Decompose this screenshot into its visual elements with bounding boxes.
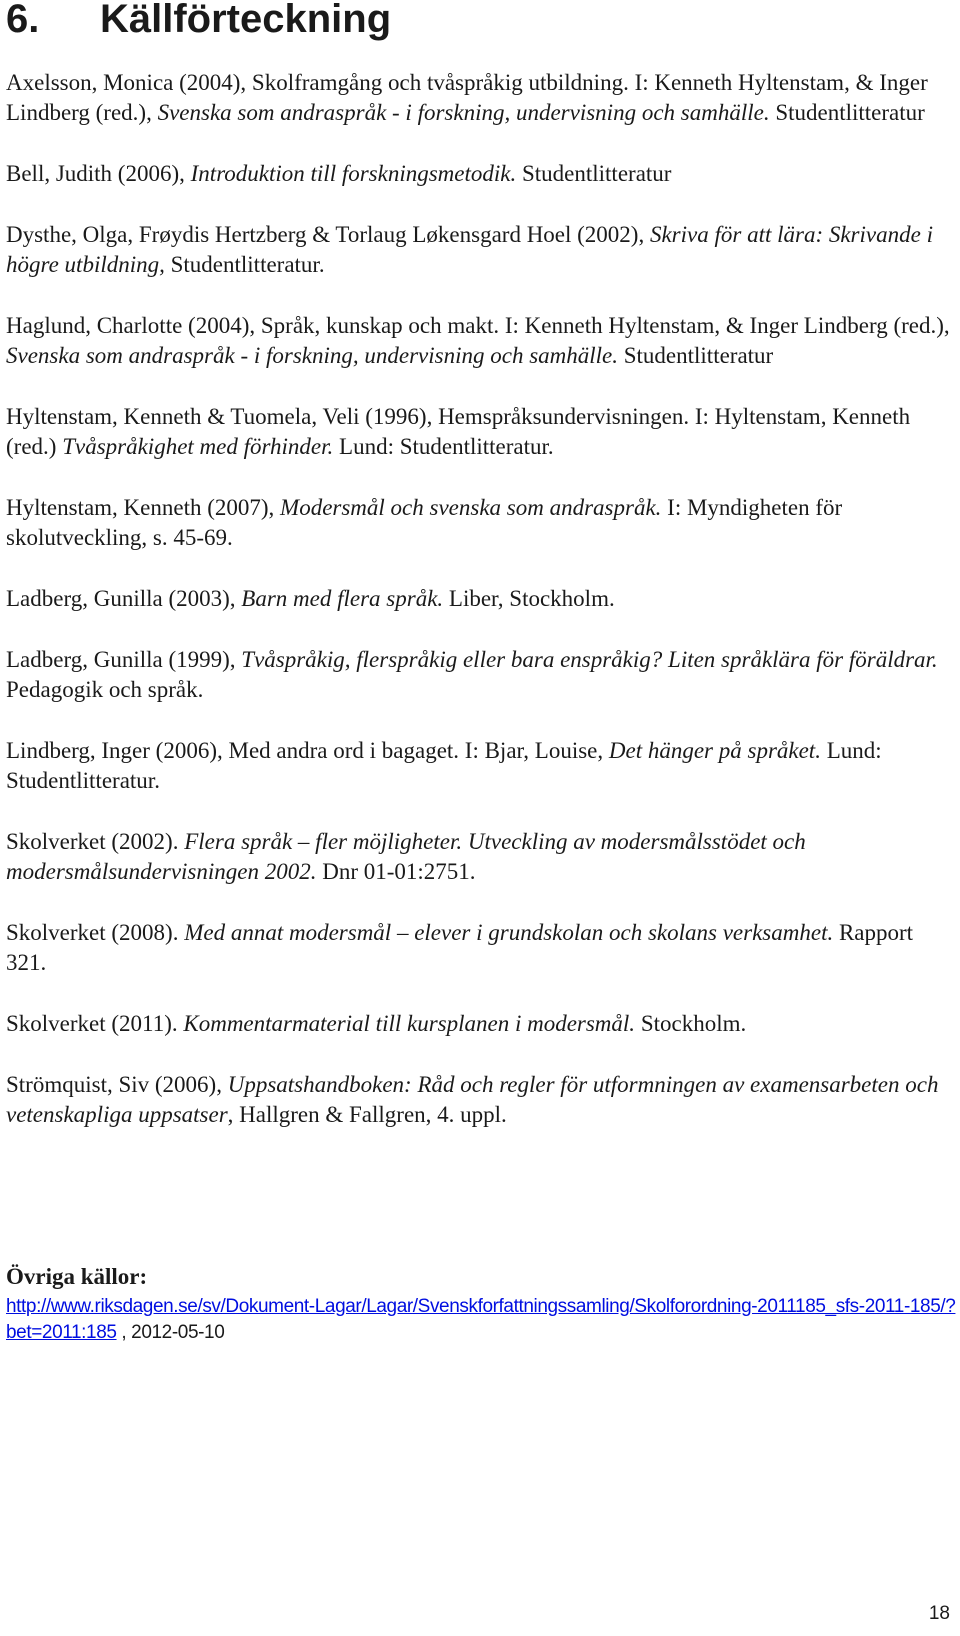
reference-title: Svenska som andraspråk - i forskning, undervisning och samhälle.: [6, 343, 618, 368]
section-number: 6.: [6, 0, 40, 41]
section-heading: [6, 0, 391, 44]
reference-title: Flera språk – fler möjligheter. Utveckling av modersmålsstödet och modersmålsundervisningen 2002.: [6, 829, 806, 884]
reference-title: Modersmål och svenska som andraspråk.: [280, 495, 662, 520]
reference-text: Studentlitteratur: [618, 343, 774, 368]
reference-list: [6, 68, 956, 1161]
reference-entry: [6, 1070, 956, 1130]
reference-title: Introduktion till forskningsmetodik.: [190, 161, 517, 186]
reference-title: Det hänger på språket.: [608, 738, 821, 763]
other-sources-heading: Övriga källor:: [6, 1264, 148, 1289]
reference-title: Svenska som andraspråk - i forskning, undervisning och samhälle.: [157, 100, 770, 125]
reference-text: Studentlitteratur: [516, 161, 672, 186]
reference-text: Lund: Studentlitteratur.: [6, 738, 882, 793]
reference-text: Liber, Stockholm.: [443, 586, 615, 611]
reference-text: Rapport 321.: [6, 920, 914, 975]
reference-text: Skolverket (2008).: [6, 920, 185, 945]
reference-text: Studentlitteratur.: [164, 252, 325, 277]
reference-text: , Hallgren & Fallgren, 4. uppl.: [227, 1102, 507, 1127]
reference-text: Strömquist, Siv (2006),: [6, 1072, 228, 1097]
reference-text: Hyltenstam, Kenneth (2007),: [6, 495, 281, 520]
reference-text: Studentlitteratur: [769, 100, 925, 125]
reference-title: Tvåspråkighet med förhinder.: [62, 434, 334, 459]
reference-text: Dysthe, Olga, Frøydis Hertzberg & Torlaug Løkensgard Hoel (2002),: [6, 222, 650, 247]
reference-text: I: Myndigheten för skolutveckling, s. 45-69.: [6, 495, 843, 550]
reference-title: Barn med flera språk.: [241, 586, 444, 611]
section-title: Källförteckning: [100, 0, 392, 41]
page-number: 18: [928, 1603, 950, 1624]
reference-title: Tvåspråkig, flerspråkig eller bara enspråkig? Liten språklära för föräldrar.: [241, 647, 938, 672]
reference-text: Skolverket (2011).: [6, 1011, 184, 1036]
access-date: , 2012-05-10: [116, 1322, 225, 1343]
reference-entry: [6, 311, 956, 371]
reference-text: Hyltenstam, Kenneth & Tuomela, Veli (1996), Hemspråksundervisningen. I: Hyltenstam, Kenneth (red.): [6, 404, 911, 459]
reference-text: Pedagogik och språk.: [6, 677, 204, 702]
reference-text: Ladberg, Gunilla (1999),: [6, 647, 242, 672]
riksdagen-link[interactable]: http://www.riksdagen.se/sv/Dokument-Lagar/Lagar/Svenskforfattningssamling/Skolforordning-2011185_sfs-2011-185/?bet=2011:185: [6, 1296, 956, 1343]
reference-entry: [6, 493, 956, 553]
reference-title: Skriva för att lära: Skrivande i högre utbildning,: [6, 222, 933, 277]
reference-title: Uppsatshandboken: Råd och regler för utformningen av examensarbeten och vetenskapliga uppsatser: [6, 1072, 939, 1127]
reference-entry: [6, 1009, 956, 1039]
reference-title: Kommentarmaterial till kursplanen i modersmål.: [183, 1011, 636, 1036]
reference-text: Skolverket (2002).: [6, 829, 185, 854]
reference-text: Dnr 01-01:2751.: [316, 859, 476, 884]
other-sources: [6, 1262, 956, 1346]
reference-entry: [6, 159, 956, 189]
reference-entry: [6, 827, 956, 887]
reference-entry: [6, 918, 956, 978]
reference-entry: [6, 584, 956, 614]
reference-text: Axelsson, Monica (2004), Skolframgång och tvåspråkig utbildning. I: Kenneth Hyltenstam, & Inger Lindberg (red.),: [6, 70, 928, 125]
reference-entry: [6, 68, 956, 128]
reference-entry: [6, 402, 956, 462]
reference-text: Bell, Judith (2006),: [6, 161, 191, 186]
reference-title: Med annat modersmål – elever i grundskolan och skolans verksamhet.: [184, 920, 834, 945]
reference-entry: [6, 736, 956, 796]
reference-text: Stockholm.: [635, 1011, 747, 1036]
reference-entry: [6, 220, 956, 280]
reference-text: Lund: Studentlitteratur.: [333, 434, 554, 459]
source-link-line: [6, 1294, 956, 1346]
reference-text: Haglund, Charlotte (2004), Språk, kunskap och makt. I: Kenneth Hyltenstam, & Inger Lindberg (red.),: [6, 313, 950, 338]
reference-entry: [6, 645, 956, 705]
reference-text: Lindberg, Inger (2006), Med andra ord i bagaget. I: Bjar, Louise,: [6, 738, 609, 763]
reference-text: Ladberg, Gunilla (2003),: [6, 586, 242, 611]
